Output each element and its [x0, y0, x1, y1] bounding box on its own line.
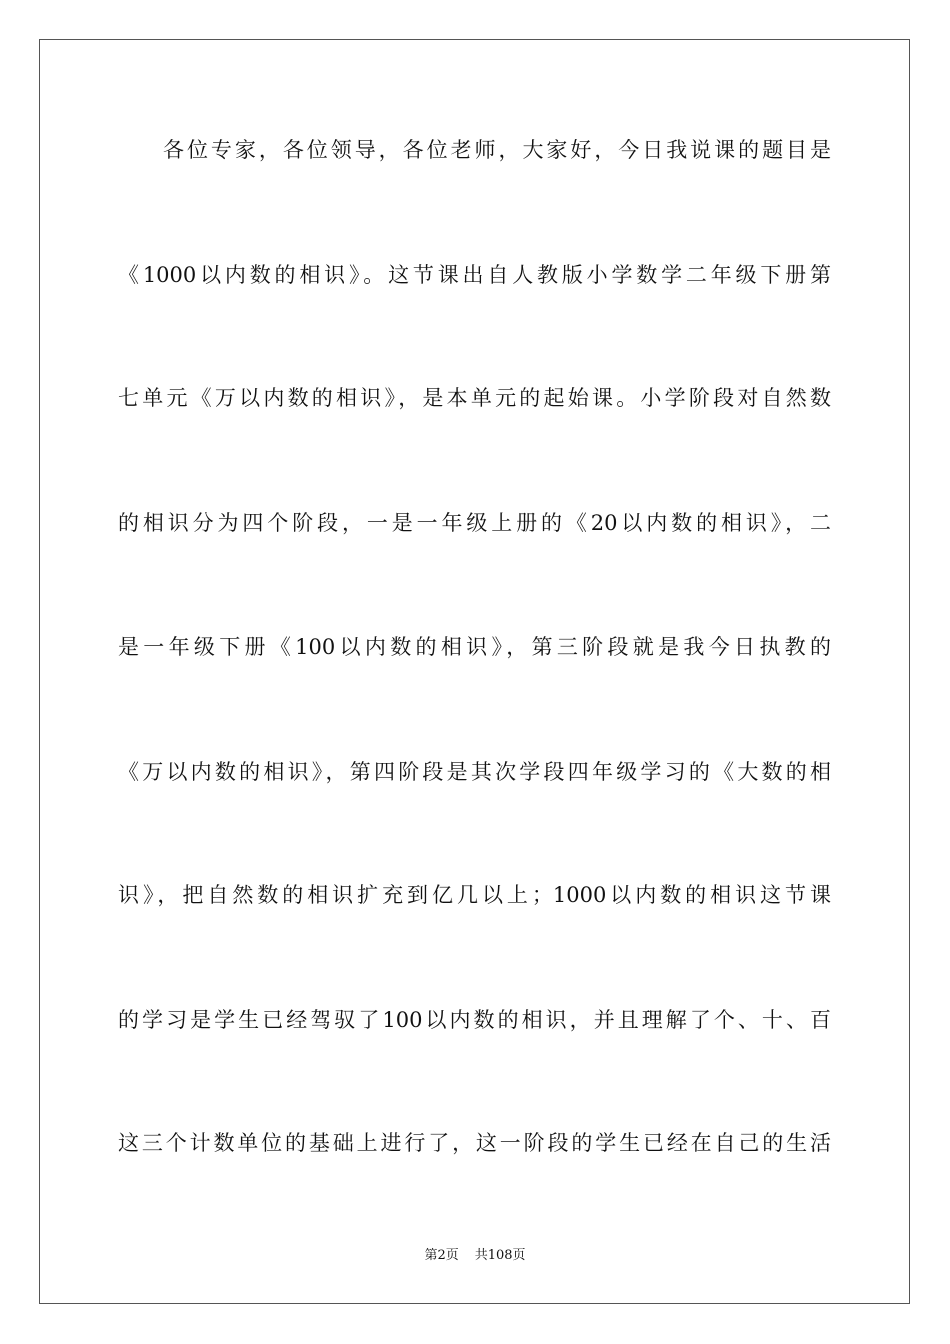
page-footer [0, 1244, 950, 1263]
page-total: 共108页 [474, 1248, 526, 1263]
text-line-5: 是一年级下册《100以内数的相识》，第三阶段就是我今日执教的 [118, 635, 831, 659]
text-line-1: 各位专家，各位领导，各位老师，大家好，今日我说课的题目是 [163, 138, 831, 162]
page-number: 第2页 [424, 1248, 459, 1263]
text-line-9: 这三个计数单位的基础上进行了，这一阶段的学生已经在自己的生活 [118, 1131, 831, 1155]
text-line-8: 的学习是学生已经驾驭了100以内数的相识，并且理解了个、十、百 [118, 1008, 831, 1032]
text-line-2: 《1000以内数的相识》。这节课出自人教版小学数学二年级下册第 [118, 263, 831, 287]
text-line-6: 《万以内数的相识》，第四阶段是其次学段四年级学习的《大数的相 [118, 760, 831, 784]
text-line-4: 的相识分为四个阶段，一是一年级上册的《20以内数的相识》，二 [118, 511, 831, 535]
text-line-7: 识》，把自然数的相识扩充到亿几以上；1000以内数的相识这节课 [118, 883, 831, 907]
page-frame [39, 39, 910, 1304]
text-line-3: 七单元《万以内数的相识》，是本单元的起始课。小学阶段对自然数 [118, 386, 831, 410]
